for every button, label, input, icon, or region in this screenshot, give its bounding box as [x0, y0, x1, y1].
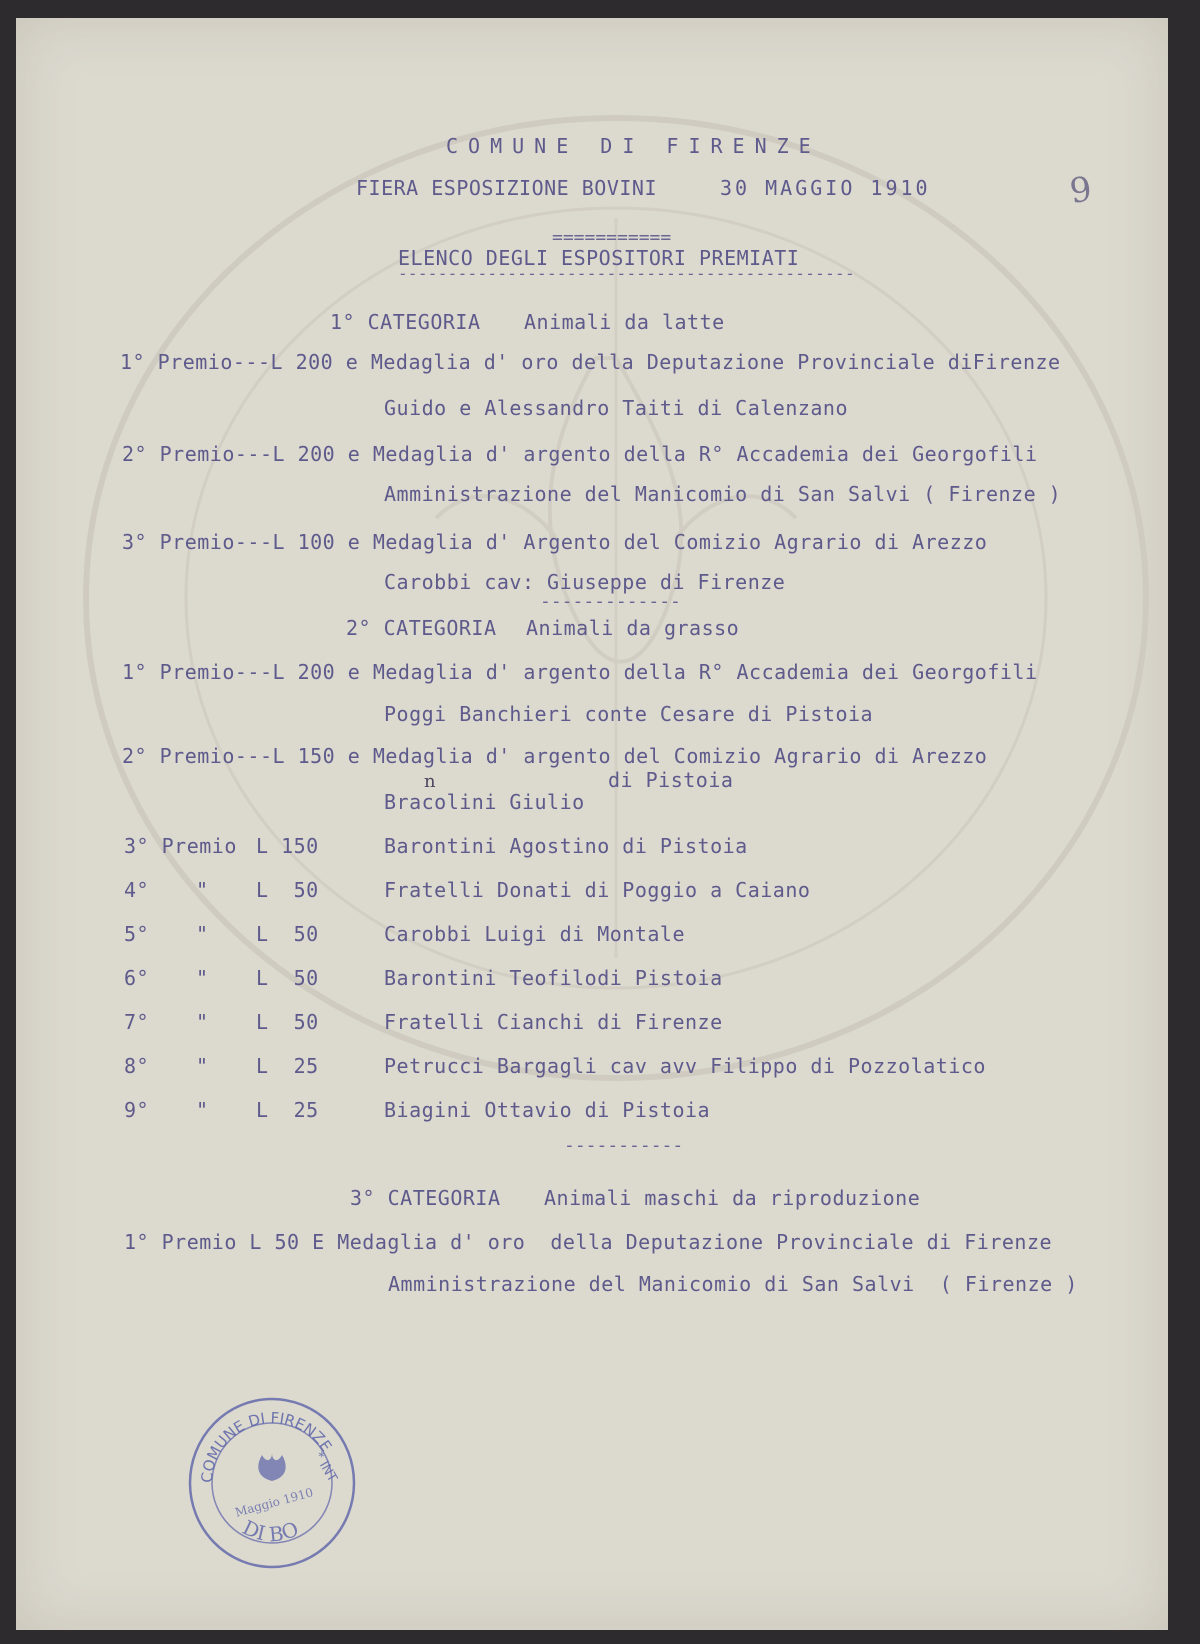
cat2-row-5-place: 5°: [124, 922, 150, 946]
handwritten-correction: n: [424, 771, 437, 792]
cat1-winner-3: Carobbi cav: Giuseppe di Firenze: [384, 570, 786, 594]
cat1-premio-1: 1° Premio---L 200 e Medaglia d' oro della Deputazione Provinciale diFirenze: [120, 350, 1061, 374]
header-elenco: ELENCO DEGLI ESPOSITORI PREMIATI: [398, 246, 800, 270]
cat2-row-8-amount: L 25: [256, 1054, 319, 1078]
cat1-heading: 1° CATEGORIA: [330, 310, 481, 334]
header-rule-2: ----------------------------------------------: [398, 264, 855, 283]
svg-text:DI BO: [239, 1515, 302, 1546]
cat2-row-5-winner: Carobbi Luigi di Montale: [384, 922, 685, 946]
cat1-subject: Animali da latte: [524, 310, 725, 334]
stamp-bottom-text: DI BO: [238, 1515, 303, 1547]
cat2-row-7-amount: L 50: [256, 1010, 319, 1034]
cat1-rule: -------------: [540, 591, 681, 612]
cat2-row-8-ditto: ": [196, 1054, 209, 1078]
cat2-row-7-winner: Fratelli Cianchi di Firenze: [384, 1010, 723, 1034]
cat2-winner-2-above: di Pistoia: [608, 768, 734, 792]
cat2-subject: Animali da grasso: [526, 616, 740, 640]
page-number: 9: [1067, 169, 1095, 212]
cat1-winner-2: Amministrazione del Manicomio di San Salvi ( Firenze ): [384, 482, 1062, 506]
cat2-row-6-ditto: ": [196, 966, 209, 990]
header-date: 30 MAGGIO 1910: [720, 176, 931, 200]
document-page: [16, 18, 1168, 1630]
stamp-top-text: COMUNE DI FIRENZE: [197, 1408, 336, 1484]
cat2-row-3-amount: L 150: [256, 834, 319, 858]
cat2-row-9-winner: Biagini Ottavio di Pistoia: [384, 1098, 711, 1122]
stamp-date-text: Maggio 1910: [233, 1485, 315, 1520]
cat2-rule: -----------: [564, 1135, 684, 1156]
cat2-row-8-winner: Petrucci Bargagli cav avv Filippo di Pozzolatico: [384, 1054, 986, 1078]
cat2-row-7-place: 7°: [124, 1010, 150, 1034]
cat2-row-7-ditto: ": [196, 1010, 209, 1034]
cat2-row-4-place: 4°: [124, 878, 150, 902]
cat1-premio-3: 3° Premio---L 100 e Medaglia d' Argento del Comizio Agrario di Arezzo: [122, 530, 988, 554]
cat3-premio-1: 1° Premio L 50 E Medaglia d' oro della Deputazione Provinciale di Firenze: [124, 1230, 1053, 1254]
cat2-winner-2: Bracolini Giulio: [384, 790, 585, 814]
header-fiera: FIERA ESPOSIZIONE BOVINI: [356, 176, 657, 200]
cat2-row-4-amount: L 50: [256, 878, 319, 902]
cat2-heading: 2° CATEGORIA: [346, 616, 497, 640]
cat3-subject: Animali maschi da riproduzione: [544, 1186, 921, 1210]
cat2-row-6-winner: Barontini Teofilodi Pistoia: [384, 966, 723, 990]
cat2-winner-1: Poggi Banchieri conte Cesare di Pistoia: [384, 702, 874, 726]
cat2-row-8-place: 8°: [124, 1054, 150, 1078]
cat2-row-5-ditto: ": [196, 922, 209, 946]
cat2-row-9-ditto: ": [196, 1098, 209, 1122]
cat2-row-6-place: 6°: [124, 966, 150, 990]
cat1-winner-1: Guido e Alessandro Taiti di Calenzano: [384, 396, 849, 420]
cat2-row-9-amount: L 25: [256, 1098, 319, 1122]
cat3-heading: 3° CATEGORIA: [350, 1186, 501, 1210]
cat2-premio-1: 1° Premio---L 200 e Medaglia d' argento della R° Accademia dei Georgofili: [122, 660, 1038, 684]
cat3-winner-1: Amministrazione del Manicomio di San Salvi ( Firenze ): [388, 1272, 1078, 1296]
cat2-row-6-amount: L 50: [256, 966, 319, 990]
cat2-row-3-place: 3° Premio: [124, 834, 237, 858]
stamp-side-text: * INT: [310, 1449, 340, 1485]
cat2-row-5-amount: L 50: [256, 922, 319, 946]
cat2-row-9-place: 9°: [124, 1098, 150, 1122]
header-rule: ===========: [552, 227, 672, 248]
cat2-row-4-winner: Fratelli Donati di Poggio a Caiano: [384, 878, 811, 902]
cat2-row-3-winner: Barontini Agostino di Pistoia: [384, 834, 748, 858]
cat2-premio-2: 2° Premio---L 150 e Medaglia d' argento del Comizio Agrario di Arezzo: [122, 744, 988, 768]
header-comune: COMUNE DI FIRENZE: [446, 134, 821, 158]
cat1-premio-2: 2° Premio---L 200 e Medaglia d' argento della R° Accademia dei Georgofili: [122, 442, 1038, 466]
official-stamp-icon: [184, 1395, 360, 1571]
cat2-row-4-ditto: ": [196, 878, 209, 902]
